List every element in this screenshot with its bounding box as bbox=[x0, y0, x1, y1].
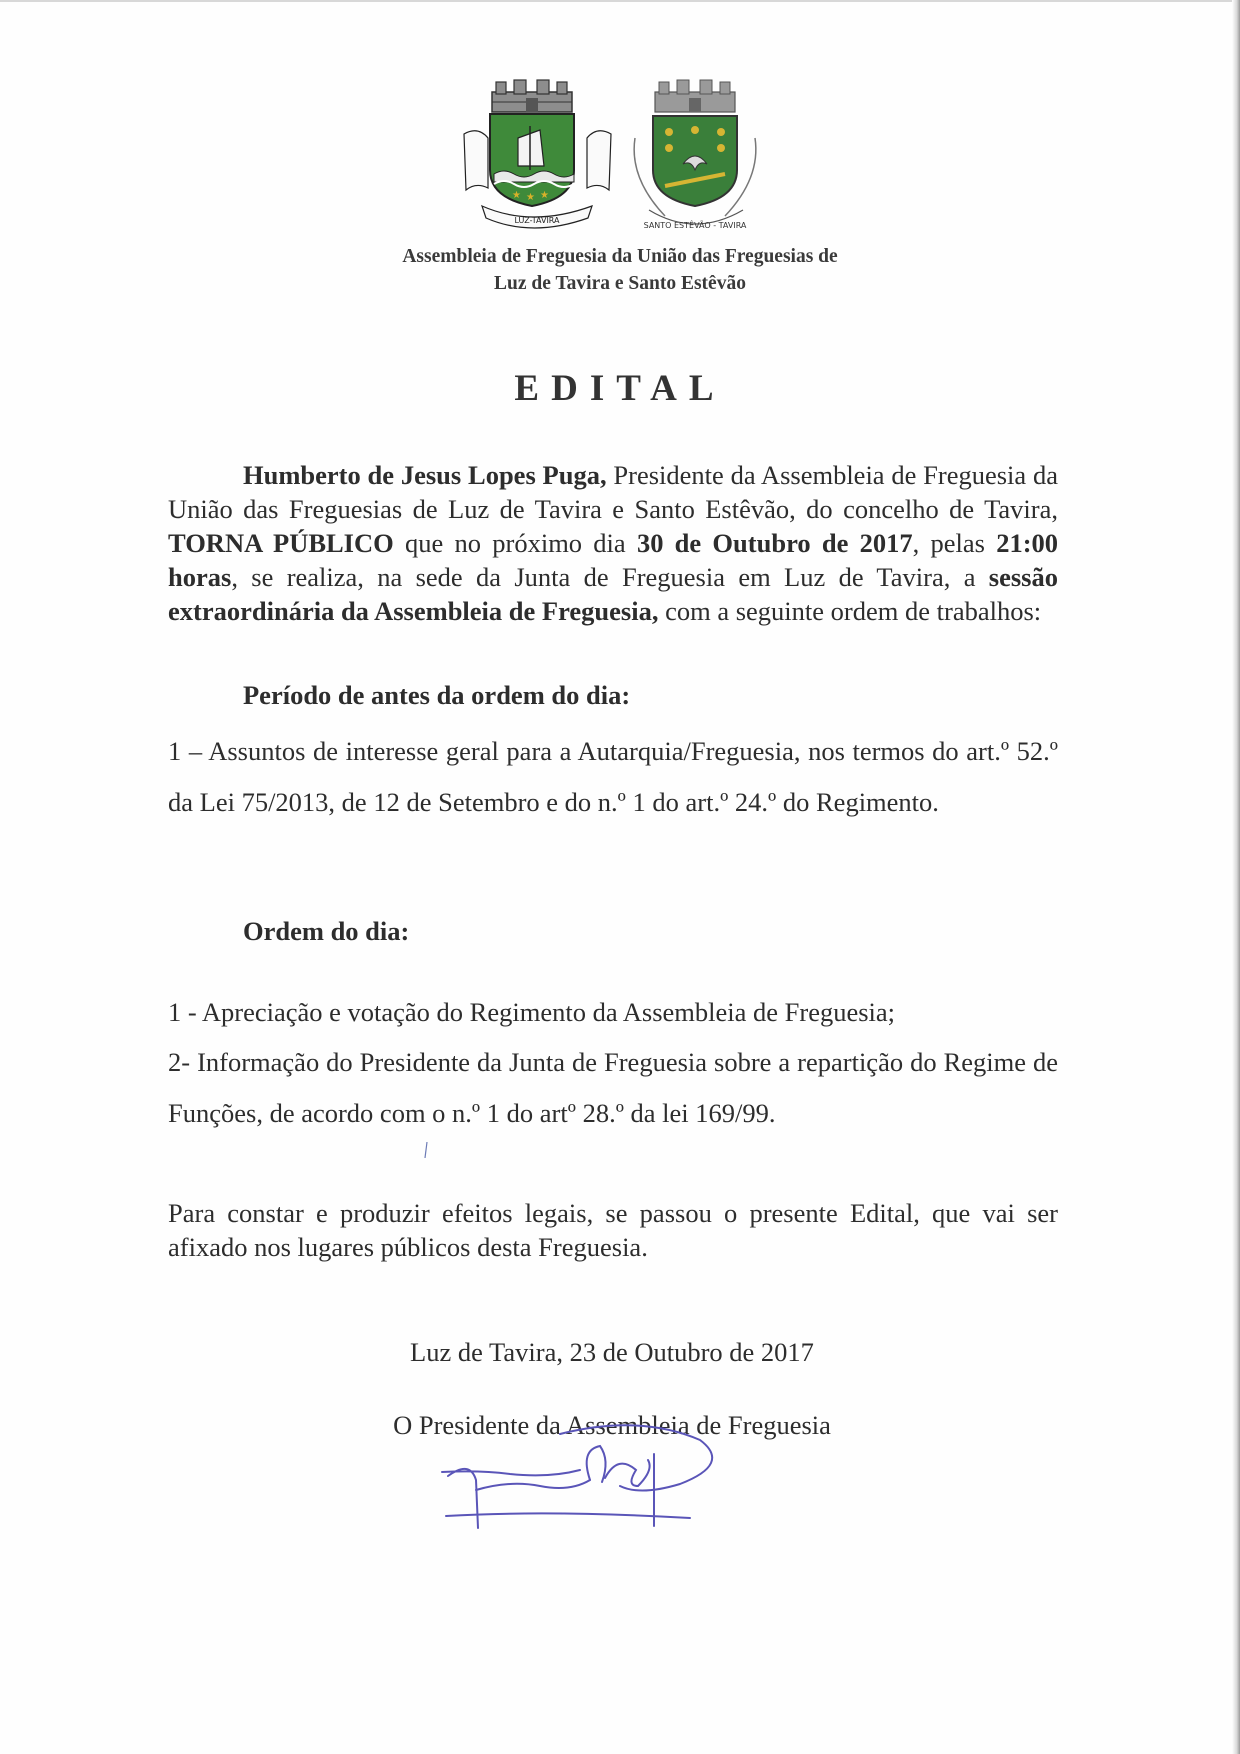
closing-paragraph: Para constar e produzir efeitos legais, se passou o presente Edital, que vai ser afixado nos lugares públicos desta Freguesia. bbox=[168, 1198, 1058, 1262]
stray-ink-mark bbox=[424, 1142, 428, 1158]
mural-crown-icon bbox=[492, 80, 572, 112]
page-right-edge bbox=[1232, 0, 1240, 1754]
coats-of-arms bbox=[460, 78, 780, 238]
crest-luz-de-tavira bbox=[460, 78, 615, 238]
president-name: Humberto de Jesus Lopes Puga, bbox=[243, 460, 607, 490]
session-type: sessão extraordinária da Assembleia de Freguesia, bbox=[168, 562, 1058, 626]
ordem-heading: Ordem do dia: bbox=[243, 916, 410, 946]
crest-left-motto: LUZ-TAVIRA bbox=[514, 216, 560, 225]
torna-publico: TORNA PÚBLICO bbox=[168, 528, 394, 558]
intro-paragraph bbox=[168, 458, 1058, 628]
handwritten-signature bbox=[440, 1420, 720, 1530]
session-date: 30 de Outubro de 2017 bbox=[636, 528, 913, 558]
page-top-edge bbox=[0, 0, 1240, 2]
antes-heading: Período de antes da ordem do dia: bbox=[243, 680, 631, 710]
signatory-title: O Presidente da Assembleia de Freguesia bbox=[393, 1410, 831, 1440]
issuer-line-2: Luz de Tavira e Santo Estêvão bbox=[494, 273, 746, 294]
svg-text:★: ★ bbox=[512, 190, 521, 201]
intro-text-4: , se realiza, na sede da Junta de Freguesia em Luz de Tavira, a bbox=[231, 562, 989, 592]
intro-text-1: Presidente da Assembleia de Freguesia da União das Freguesias de Luz de Tavira e Santo Estêvão, do concelho de Tavira, bbox=[168, 460, 1058, 524]
place-and-date: Luz de Tavira, 23 de Outubro de 2017 bbox=[410, 1337, 814, 1367]
intro-text-5: com a seguinte ordem de trabalhos: bbox=[658, 596, 1042, 626]
antes-item-1: 1 – Assuntos de interesse geral para a Autarquia/Freguesia, nos termos do art.º 52.º da Lei 75/2013, de 12 de Setembro e do n.º 1 do art.º 24.º do Regimento. bbox=[168, 736, 1058, 817]
ordem-item-2: 2- Informação do Presidente da Junta de Freguesia sobre a repartição do Regime de Funções, de acordo com o n.º 1 do artº 28.º da lei 169/99. bbox=[168, 1047, 1058, 1128]
ordem-item-1: 1 - Apreciação e votação do Regimento da Assembleia de Freguesia; bbox=[168, 997, 896, 1027]
svg-text:★: ★ bbox=[540, 190, 549, 201]
crest-santo-estevao bbox=[625, 78, 780, 238]
issuer-header bbox=[300, 243, 940, 297]
svg-text:★: ★ bbox=[526, 192, 535, 203]
session-time: 21:00 horas bbox=[168, 528, 1059, 592]
mural-crown-icon bbox=[655, 80, 735, 112]
issuer-line-1: Assembleia de Freguesia da União das Freguesias de bbox=[402, 246, 838, 267]
document-title: EDITAL bbox=[514, 368, 726, 409]
intro-text-2: que no próximo dia bbox=[393, 528, 637, 558]
crest-right-motto: SANTO ESTÊVÃO - TAVIRA bbox=[643, 221, 747, 230]
intro-text-3: , pelas bbox=[912, 528, 997, 558]
